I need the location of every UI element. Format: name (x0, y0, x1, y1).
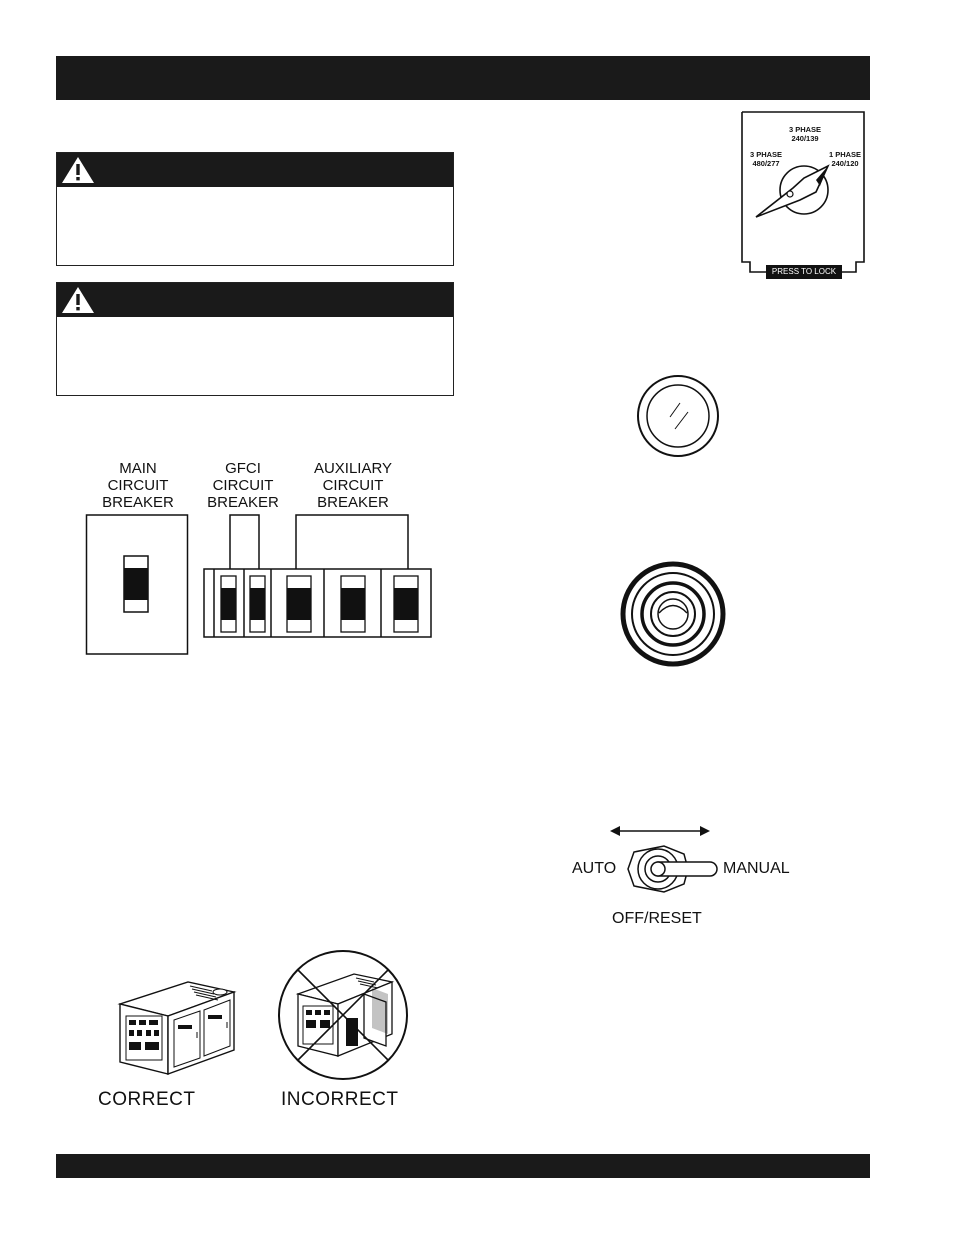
correct-caption: CORRECT (98, 1089, 196, 1110)
push-button-icon (619, 560, 727, 668)
warning-header-2 (57, 283, 453, 317)
selector-left-label (744, 150, 788, 168)
selector-left-line1: 3 PHASE (749, 150, 783, 159)
selector-top-line2: 240/139 (791, 134, 819, 143)
press-to-lock-label: PRESS TO LOCK (771, 267, 837, 276)
main-breaker-label: MAIN CIRCUIT BREAKER (102, 460, 174, 511)
generator-correct-illustration (112, 970, 242, 1080)
selector-right-line1: 1 PHASE (828, 150, 862, 159)
warning-header-1 (57, 153, 453, 187)
footer-bar (56, 1154, 870, 1178)
selector-top-label (773, 125, 837, 143)
toggle-off-reset-label: OFF/RESET (612, 910, 702, 927)
warning-box-2 (56, 282, 454, 396)
toggle-manual-label: MANUAL (723, 860, 790, 877)
toggle-auto-label: AUTO (572, 860, 617, 877)
warning-triangle-icon (60, 155, 96, 185)
header-bar (56, 56, 870, 100)
toggle-switch-icon (622, 840, 718, 900)
indicator-lamp-icon (635, 373, 721, 459)
selector-right-line2: 240/120 (831, 159, 859, 168)
toggle-direction-arrow (610, 825, 710, 837)
selector-top-line1: 3 PHASE (788, 125, 822, 134)
selector-right-label (822, 150, 868, 168)
auxiliary-breaker-label: AUXILIARY CIRCUIT BREAKER (313, 460, 393, 511)
warning-triangle-icon (60, 285, 96, 315)
gfci-breaker-label: GFCI CIRCUIT BREAKER (207, 460, 279, 511)
selector-left-line2: 480/277 (752, 159, 780, 168)
generator-incorrect-illustration (276, 948, 410, 1082)
warning-box-1 (56, 152, 454, 266)
breaker-panel-drawing (84, 512, 444, 657)
incorrect-caption: INCORRECT (281, 1089, 399, 1110)
